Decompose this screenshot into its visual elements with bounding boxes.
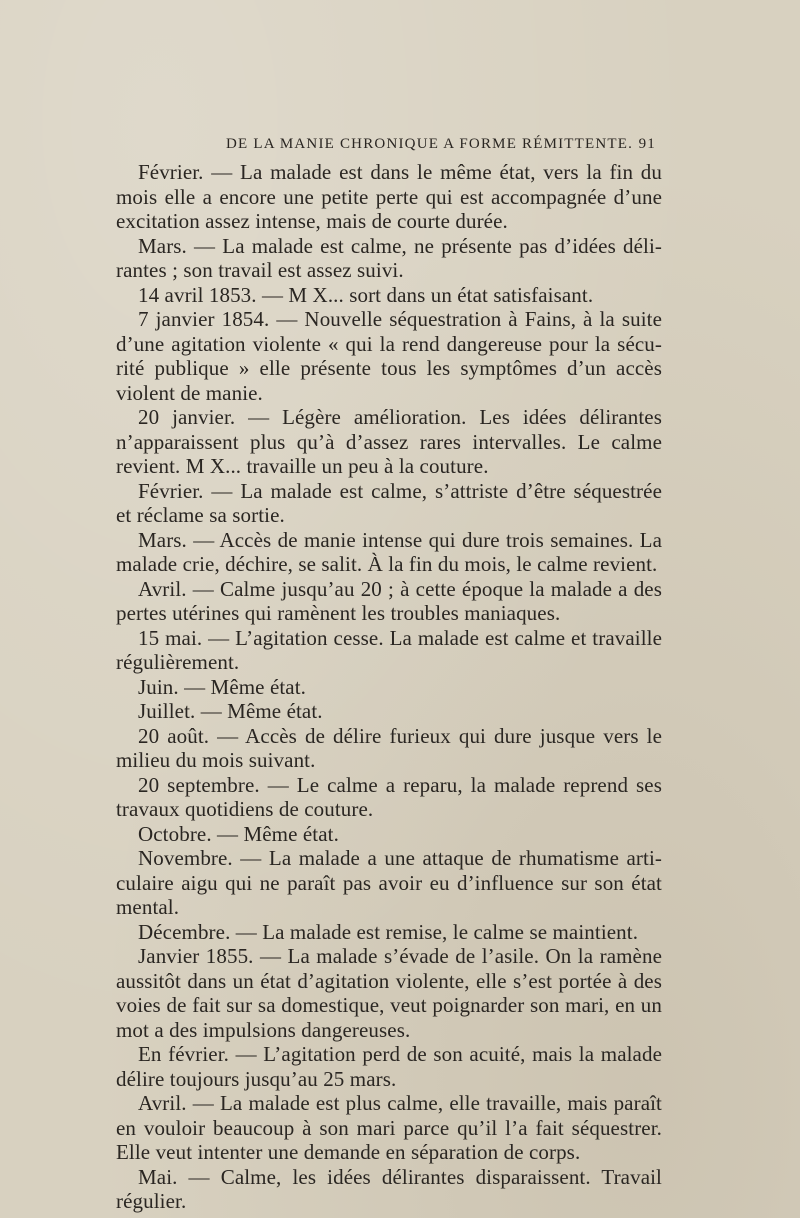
paragraph-20-aout: 20 août. — Accès de délire furieux qui dure jusque vers le milieu du mois suivant. bbox=[116, 723, 662, 772]
paragraph-avril: Avril. — Calme jusqu’au 20 ; à cette époque la malade a des pertes utérines qui ramènent les troubles maniaques. bbox=[116, 576, 662, 625]
paragraph-en-fevrier: En février. — L’agitation perd de son acuité, mais la malade délire toujours jusqu’au 25 mars. bbox=[116, 1042, 662, 1091]
paragraph-15-mai: 15 mai. — L’agitation cesse. La malade est calme et travaille régulièrement. bbox=[116, 625, 662, 674]
paragraph-mars: Mars. — La malade est calme, ne présente pas d’idées déli- rantes ; son travail est assez suivi. bbox=[116, 233, 662, 282]
running-title: DE LA MANIE CHRONIQUE A FORME RÉMITTENTE. bbox=[226, 136, 634, 152]
paragraph-novembre: Novembre. — La malade a une attaque de rhumatisme arti- culaire aigu qui ne paraît pas avoir eu d’influence sur son état mental. bbox=[116, 846, 662, 919]
paragraph-7-janvier-1854: 7 janvier 1854. — Nouvelle séquestration à Fains, à la suite d’une agitation violente « qui la rend dangereuse pour la sécu- rité publique » elle présente tous les symptômes d’un accès violent de manie. bbox=[116, 307, 662, 405]
paragraph-decembre: Décembre. — La malade est remise, le calme se maintient. bbox=[138, 919, 639, 944]
paragraph-fevrier: Février. — La malade est dans le même état, vers la fin du mois elle a encore une petite perte qui est accompagnée d’une excitation assez intense, mais de courte durée. bbox=[116, 160, 662, 233]
page-number: 91 bbox=[638, 136, 656, 152]
paragraph-janvier-1855: Janvier 1855. — La malade s’évade de l’asile. On la ramène aussitôt dans un état d’agitation violente, elle s’est portée à des voies de fait sur sa domestique, veut poignarder son mari, en un mot a des impulsions dangereuses. bbox=[116, 944, 662, 1042]
paragraph-fevrier-2: Février. — La malade est calme, s’attriste d’être séquestrée et réclame sa sortie. bbox=[116, 478, 662, 527]
paragraph-octobre: Octobre. — Même état. bbox=[138, 821, 339, 846]
paragraph-mars-2: Mars. — Accès de manie intense qui dure trois semaines. La malade crie, déchire, se salit. À la fin du mois, le calme revient. bbox=[116, 527, 662, 576]
paragraph-juin: Juin. — Même état. bbox=[138, 674, 307, 699]
paragraph-14-avril-1853: 14 avril 1853. — M X... sort dans un état satisfaisant. bbox=[138, 282, 594, 307]
page-body bbox=[116, 160, 662, 1214]
paragraph-mai: Mai. — Calme, les idées délirantes disparaissent. Travail régulier. bbox=[116, 1164, 662, 1213]
paragraph-juillet: Juillet. — Même état. bbox=[138, 699, 323, 723]
paragraph-avril-2: Avril. — La malade est plus calme, elle travaille, mais paraît en vouloir beaucoup à son mari parce qu’il l’a fait séquestrer. Elle veut intenter une demande en séparation de corps. bbox=[116, 1091, 662, 1164]
paragraph-20-septembre: 20 septembre. — Le calme a reparu, la malade reprend ses travaux quotidiens de couture. bbox=[116, 772, 662, 821]
paragraph-20-janvier: 20 janvier. — Légère amélioration. Les idées délirantes n’apparaissent plus qu’à d’assez rares intervalles. Le calme revient. M X... travaille un peu à la couture. bbox=[116, 405, 662, 478]
